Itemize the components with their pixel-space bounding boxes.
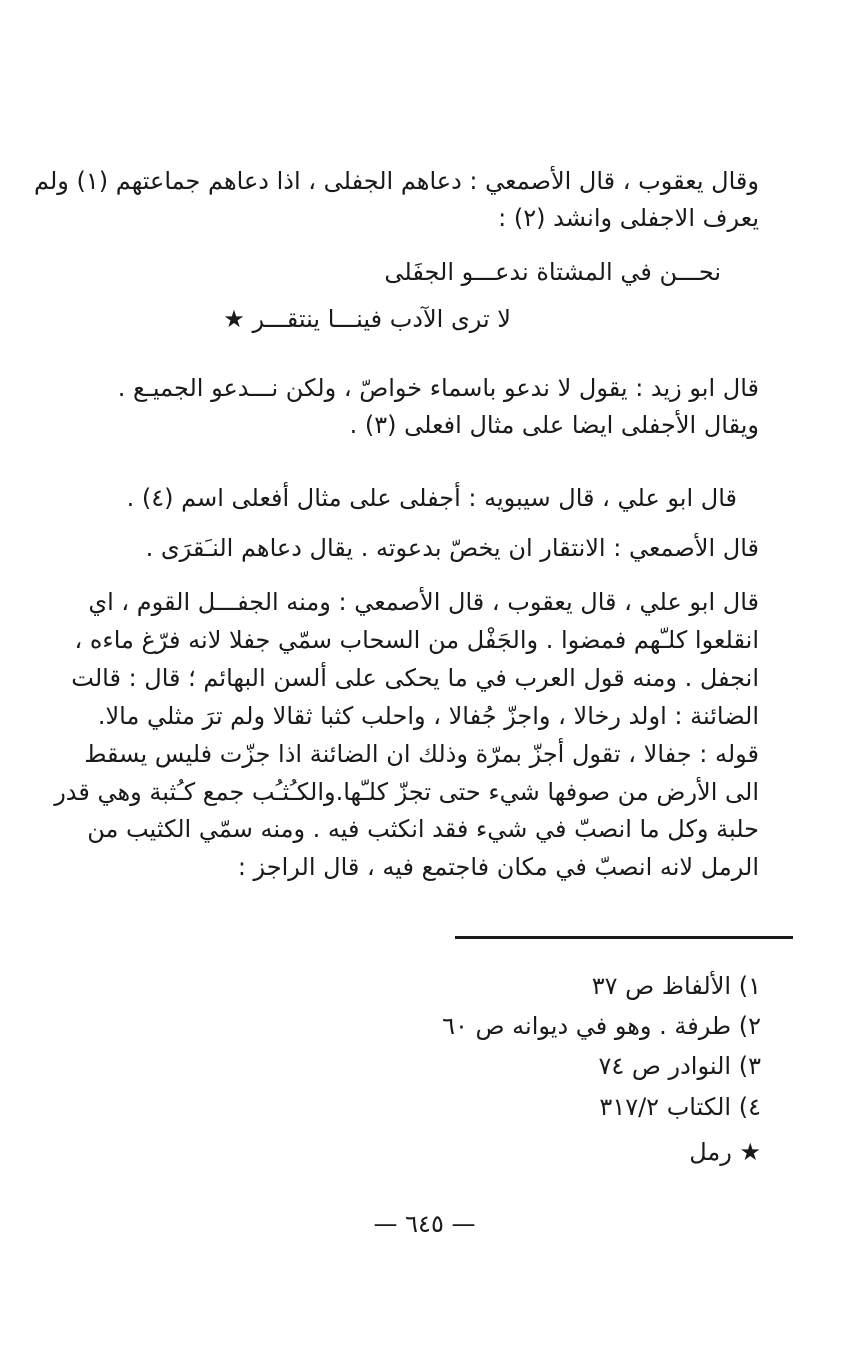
text-line: الضائنة : اولد رخالا ، واجزّ جُفالا ، واحلب كثبا ثقالا ولم ترَ مثلي مالا. <box>97 701 759 730</box>
footnote-number: ٤) <box>738 1093 761 1121</box>
text-line: قوله : جفالا ، تقول أجزّ بمرّة وذلك ان الضائنة اذا جزّت فليس يسقط <box>84 739 759 768</box>
text-line: حلبة وكل ما انصبّ في شيء فقد انكثب فيه . ومنه سمّي الكثيب من <box>87 815 759 844</box>
footnote-2 <box>442 1012 761 1040</box>
text-line: يعرف الاجفلى وانشد (٢) : <box>498 204 759 233</box>
text-line: انجفل . ومنه قول العرب في ما يحكى على ألسن البهائم ؛ قال : قالت <box>71 663 759 692</box>
paragraph-3 <box>109 480 759 517</box>
footnote-number: ٢) <box>738 1012 761 1040</box>
text-line: قال ابو زيد : يقول لا ندعو باسماء خواصّ ، ولكن نـــدعو الجميـع . <box>117 374 759 402</box>
footnote-text: طرفة . وهو في ديوانه ص ٦٠ <box>442 1012 732 1040</box>
footnote-text: النوادر ص ٧٤ <box>598 1052 732 1080</box>
verse-line-1: نحـــن في المشتاة ندعـــو الجفَلى <box>384 258 721 286</box>
page-number: — ٦٤٥ — <box>373 1210 476 1238</box>
footnote-separator <box>455 936 793 939</box>
paragraph-4 <box>109 530 759 567</box>
footnote-1 <box>592 972 761 1000</box>
verse-line-2: لا ترى الآدب فينـــا ينتقـــر ★ <box>223 305 511 333</box>
text-line: قال ابو علي ، قال سيبويه : أجفلى على مثال أفعلى اسم (٤) . <box>126 484 737 512</box>
footnote-number: ١) <box>738 972 761 1000</box>
footnote-text: الكتاب ٣١٧/٢ <box>599 1093 732 1121</box>
text-line: انقلعوا كلـّهم فمضوا . والجَفْل من السحاب سمّي جفلا لانه فرّغ ماءه ، <box>74 625 759 654</box>
footnote-3 <box>598 1052 761 1080</box>
text-line: الرمل لانه انصبّ في مكان فاجتمع فيه ، قال الراجز : <box>237 853 759 882</box>
paragraph-2 <box>109 370 759 444</box>
text-line: ويقال الأجفلى ايضا على مثال افعلى (٣) . <box>349 411 759 440</box>
meter-note: ★ رمل <box>689 1138 761 1166</box>
footnote-number: ٣) <box>738 1052 761 1080</box>
text-line: الى الأرض من صوفها شيء حتى تجزّ كلـّها.والكـُثـُب جمع كـُثبة وهي قدر <box>54 777 759 806</box>
paragraph-1 <box>34 163 759 237</box>
text-line: وقال يعقوب ، قال الأصمعي : دعاهم الجفلى ، اذا دعاهم جماعتهم (١) ولم <box>34 167 759 195</box>
text-line: قال الأصمعي : الانتقار ان يخصّ بدعوته . يقال دعاهم النـَقرَى . <box>145 534 759 562</box>
paragraph-5 <box>54 584 759 887</box>
footnote-text: الألفاظ ص ٣٧ <box>591 972 732 1000</box>
text-line: قال ابو علي ، قال يعقوب ، قال الأصمعي : ومنه الجفـــل القوم ، اي <box>88 588 759 616</box>
footnote-4 <box>599 1093 761 1121</box>
